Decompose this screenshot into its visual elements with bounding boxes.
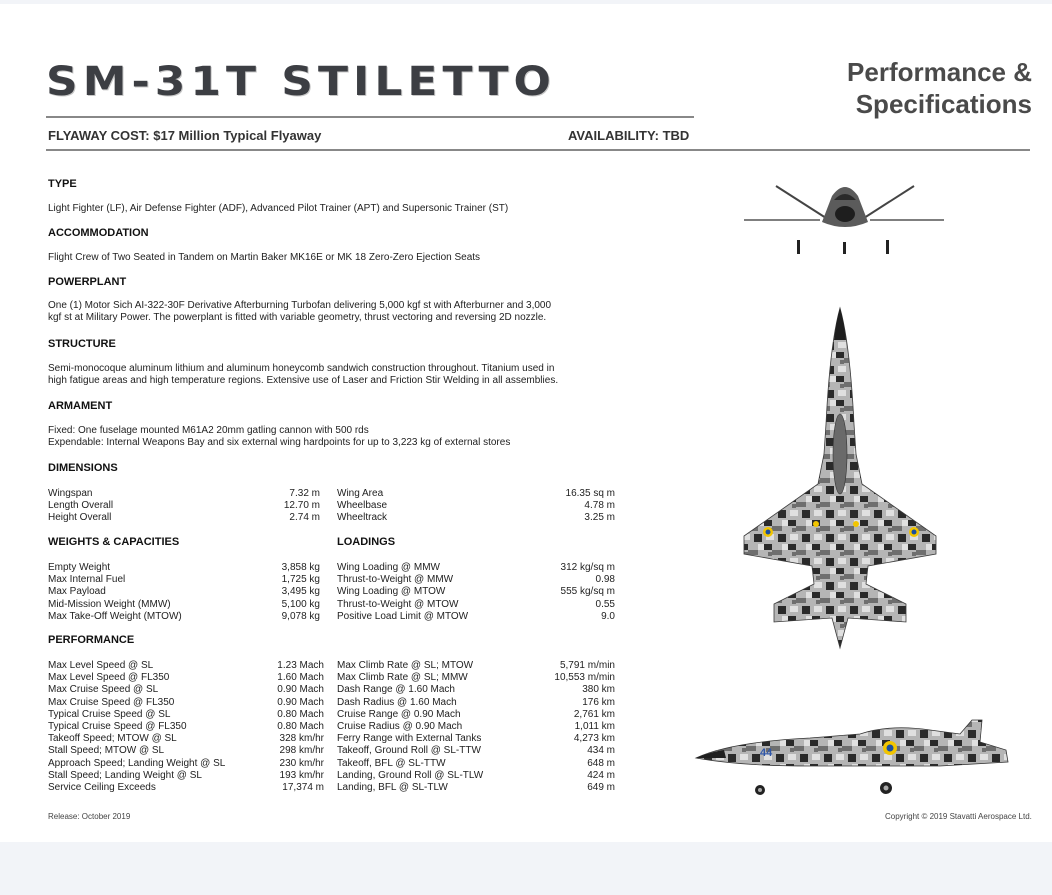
perf-value: 4,273 km [573,733,615,745]
perf-label: Typical Cruise Speed @ FL350 [48,721,187,733]
loadings-values [500,562,615,623]
weight-label: Mid-Mission Weight (MMW) [48,598,171,610]
dim-label: Wingspan [48,488,93,499]
dimensions-right-values [500,488,615,525]
powerplant-line-2: kgf st at Military Power. The powerplant is fitted with variable geometry, thrust vectoring and reversing 2D nozzle. [48,312,547,323]
copyright: Copyright © 2019 Stavatti Aerospace Ltd. [885,812,1032,821]
subtitle-line-2: Specifications [855,89,1032,119]
performance-right-values [500,660,615,794]
top-view-illustration [740,304,940,654]
weight-value: 1,725 kg [281,574,320,586]
structure-line-2: high fatigue areas and high temperature regions. Extensive use of Laser and Friction Stir Welding in all assemblies. [48,375,559,386]
perf-label: Max Level Speed @ FL350 [48,672,170,684]
dim-label: Height Overall [48,512,112,524]
performance-left-labels [48,660,225,794]
dim-label: Length Overall [48,500,114,512]
dim-label: Wing Area [337,488,384,499]
flyaway-cost: FLYAWAY COST: $17 Million Typical Flyaway [48,128,322,143]
perf-label: Max Cruise Speed @ FL350 [48,696,175,708]
type-text: Light Fighter (LF), Air Defense Fighter (ADF), Advanced Pilot Trainer (APT) and Supersonic Trainer (ST) [48,203,509,214]
weight-label: Max Payload [48,586,106,598]
powerplant-heading: POWERPLANT [48,276,127,288]
weight-value: 3,495 kg [281,586,320,598]
perf-value: 380 km [582,684,615,696]
perf-value: 10,553 m/min [554,672,615,684]
tail-number: 44 [760,747,773,759]
perf-value: 648 m [587,757,615,769]
perf-label: Stall Speed; Landing Weight @ SL [48,769,202,781]
title-divider [46,116,694,118]
loading-label: Positive Load Limit @ MTOW [337,610,469,622]
perf-value: 193 km/hr [279,769,324,781]
perf-value: 434 m [587,745,615,757]
weights-heading: WEIGHTS & CAPACITIES [48,536,180,548]
aircraft-title: SM-31T STILETTO [46,58,556,106]
perf-value: 230 km/hr [279,757,324,769]
perf-value: 0.80 Mach [277,708,324,720]
loading-value: 9.0 [601,610,615,622]
performance-right-labels [337,660,483,794]
front-view-illustration [740,174,950,264]
loadings-heading: LOADINGS [337,536,396,548]
dim-value: 2.74 m [289,512,320,524]
perf-label: Max Climb Rate @ SL; MTOW [337,660,474,671]
perf-value: 0.80 Mach [277,721,324,733]
dimensions-heading: DIMENSIONS [48,462,118,474]
weight-label: Max Take-Off Weight (MTOW) [48,610,182,622]
perf-label: Service Ceiling Exceeds [48,782,156,794]
perf-label: Dash Range @ 1.60 Mach [337,684,455,696]
perf-value: 17,374 m [282,782,324,794]
loading-value: 0.98 [595,574,615,586]
perf-label: Approach Speed; Landing Weight @ SL [48,757,226,769]
perf-value: 1.23 Mach [277,660,324,671]
spec-sheet [0,4,1052,842]
powerplant-line-1: One (1) Motor Sich AI-322-30F Derivative Afterburning Turbofan delivering 5,000 kgf st with Afterburner and 3,000 [48,300,552,311]
weight-value: 3,858 kg [281,562,320,573]
subtitle-line-1: Performance & [847,57,1032,87]
perf-label: Stall Speed; MTOW @ SL [48,745,165,757]
perf-value: 5,791 m/min [559,660,615,671]
dim-value: 16.35 sq m [565,488,615,499]
weight-value: 5,100 kg [281,598,320,610]
perf-label: Cruise Range @ 0.90 Mach [337,708,461,720]
perf-value: 424 m [587,769,615,781]
perf-label: Landing, BFL @ SL-TLW [337,782,448,794]
weight-label: Max Internal Fuel [48,574,126,586]
performance-heading: PERFORMANCE [48,634,135,646]
armament-text [48,425,628,449]
perf-value: 176 km [582,696,615,708]
perf-value: 298 km/hr [279,745,324,757]
loadings-labels [337,562,468,623]
perf-label: Ferry Range with External Tanks [337,733,482,745]
perf-value: 2,761 km [573,708,615,720]
accommodation-heading: ACCOMMODATION [48,227,149,239]
dim-value: 3.25 m [584,512,615,524]
weights-labels [48,562,182,623]
availability: AVAILABILITY: TBD [568,128,690,143]
perf-label: Takeoff, BFL @ SL-TTW [337,757,446,769]
perf-value: 328 km/hr [279,733,324,745]
perf-label: Max Climb Rate @ SL; MMW [337,672,468,684]
weight-value: 9,078 kg [281,610,320,622]
loading-label: Wing Loading @ MTOW [337,586,446,598]
performance-specifications-heading [792,56,1032,120]
release-date: Release: October 2019 [48,812,131,821]
weight-label: Empty Weight [48,562,111,573]
type-heading: TYPE [48,178,77,190]
armament-line-2: Expendable: Internal Weapons Bay and six external wing hardpoints for up to 3,223 kg of external stores [48,437,511,448]
dimensions-left-labels [48,488,113,525]
dim-value: 7.32 m [289,488,320,499]
armament-line-1: Fixed: One fuselage mounted M61A2 20mm gatling cannon with 500 rds [48,425,369,436]
loading-value: 0.55 [595,598,615,610]
perf-label: Cruise Radius @ 0.90 Mach [337,721,463,733]
side-view-illustration [690,716,1020,808]
accommodation-text: Flight Crew of Two Seated in Tandem on Martin Baker MK16E or MK 18 Zero-Zero Ejection Seats [48,252,481,263]
perf-label: Max Cruise Speed @ SL [48,684,159,696]
dim-label: Wheelbase [337,500,388,512]
powerplant-text [48,300,628,324]
perf-label: Typical Cruise Speed @ SL [48,708,171,720]
header-divider [46,149,1030,151]
dim-label: Wheeltrack [337,512,388,524]
perf-label: Max Level Speed @ SL [48,660,154,671]
structure-text [48,363,628,387]
perf-label: Landing, Ground Roll @ SL-TLW [337,769,484,781]
loading-label: Wing Loading @ MMW [337,562,440,573]
loading-label: Thrust-to-Weight @ MMW [337,574,454,586]
loading-value: 555 kg/sq m [560,586,615,598]
perf-label: Dash Radius @ 1.60 Mach [337,696,457,708]
loading-value: 312 kg/sq m [560,562,615,573]
perf-value: 1.60 Mach [277,672,324,684]
perf-label: Takeoff Speed; MTOW @ SL [48,733,177,745]
dim-value: 4.78 m [584,500,615,512]
performance-left-values [240,660,324,794]
perf-value: 649 m [587,782,615,794]
perf-value: 1,011 km [574,721,615,733]
structure-heading: STRUCTURE [48,338,116,350]
perf-label: Takeoff, Ground Roll @ SL-TTW [337,745,481,757]
dim-value: 12.70 m [283,500,320,512]
perf-value: 0.90 Mach [277,696,324,708]
loading-label: Thrust-to-Weight @ MTOW [337,598,459,610]
weights-values [230,562,320,623]
dimensions-right-labels [337,488,387,525]
structure-line-1: Semi-monocoque aluminum lithium and aluminum honeycomb sandwich construction throughout. Titanium used in [48,363,555,374]
armament-heading: ARMAMENT [48,400,113,412]
perf-value: 0.90 Mach [277,684,324,696]
dimensions-left-values [230,488,320,525]
